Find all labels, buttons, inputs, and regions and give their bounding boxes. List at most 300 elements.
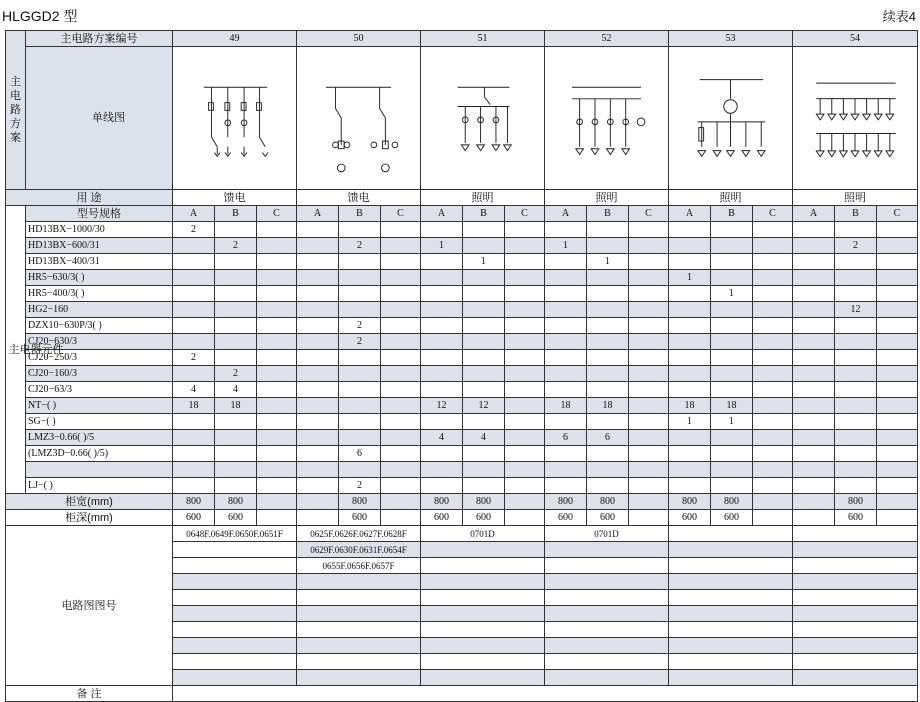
- component-qty: [877, 238, 918, 254]
- component-qty: [835, 398, 877, 414]
- components-label: 主电器元件: [6, 206, 26, 494]
- component-qty: [711, 430, 753, 446]
- component-name: DZX10−630P/3( ): [26, 318, 173, 334]
- component-qty: [257, 430, 297, 446]
- component-name: [26, 462, 173, 478]
- depth-label: 柜深(mm): [6, 510, 173, 526]
- component-qty: [297, 222, 339, 238]
- col-header-a: A: [421, 206, 463, 222]
- component-qty: [421, 414, 463, 430]
- component-qty: 1: [421, 238, 463, 254]
- component-qty: [297, 398, 339, 414]
- diagram-50: [297, 47, 421, 190]
- component-qty: [711, 302, 753, 318]
- component-qty: [877, 222, 918, 238]
- col-header-b: B: [835, 206, 877, 222]
- component-qty: [753, 334, 793, 350]
- component-qty: [669, 334, 711, 350]
- component-row: [6, 430, 918, 446]
- component-qty: [297, 270, 339, 286]
- usage-54: 照明: [793, 190, 918, 206]
- component-qty: [297, 254, 339, 270]
- col-header-a: A: [793, 206, 835, 222]
- component-qty: [711, 462, 753, 478]
- depth-value: [257, 510, 297, 526]
- component-qty: [421, 318, 463, 334]
- component-qty: [381, 222, 421, 238]
- depth-value: [297, 510, 339, 526]
- component-qty: [753, 398, 793, 414]
- component-qty: 4: [421, 430, 463, 446]
- component-qty: 18: [545, 398, 587, 414]
- component-qty: [835, 382, 877, 398]
- drawing-51: 0701D: [421, 526, 545, 542]
- component-qty: [669, 286, 711, 302]
- col-header-a: A: [545, 206, 587, 222]
- width-value: [505, 494, 545, 510]
- component-qty: [587, 222, 629, 238]
- component-name: HG2−160: [26, 302, 173, 318]
- component-qty: [257, 414, 297, 430]
- component-name: HD13BX−1000/30: [26, 222, 173, 238]
- component-qty: [463, 286, 505, 302]
- component-name: LMZ3−0.66( )/5: [26, 430, 173, 446]
- component-qty: [173, 478, 215, 494]
- component-qty: [381, 318, 421, 334]
- component-qty: [629, 318, 669, 334]
- component-qty: [545, 366, 587, 382]
- component-qty: [587, 238, 629, 254]
- component-qty: [877, 270, 918, 286]
- component-qty: [339, 270, 381, 286]
- component-qty: 2: [339, 238, 381, 254]
- width-value: [629, 494, 669, 510]
- component-qty: [545, 318, 587, 334]
- component-row: [6, 462, 918, 478]
- component-qty: [877, 398, 918, 414]
- component-qty: [339, 430, 381, 446]
- component-qty: [381, 366, 421, 382]
- component-qty: [545, 446, 587, 462]
- component-qty: 2: [339, 334, 381, 350]
- component-qty: [877, 286, 918, 302]
- component-qty: [545, 270, 587, 286]
- component-qty: [587, 462, 629, 478]
- component-qty: [297, 382, 339, 398]
- component-qty: [877, 446, 918, 462]
- component-qty: [669, 462, 711, 478]
- component-qty: [505, 318, 545, 334]
- component-qty: 2: [215, 238, 257, 254]
- component-qty: [669, 222, 711, 238]
- component-qty: [669, 254, 711, 270]
- diagram-row: [6, 47, 918, 190]
- component-qty: [753, 286, 793, 302]
- scheme-50: 50: [297, 31, 421, 47]
- component-qty: [629, 238, 669, 254]
- component-qty: [587, 286, 629, 302]
- component-qty: [587, 302, 629, 318]
- component-qty: [835, 462, 877, 478]
- component-row: [6, 318, 918, 334]
- component-qty: [463, 302, 505, 318]
- component-qty: 1: [587, 254, 629, 270]
- component-name: NT−( ): [26, 398, 173, 414]
- component-qty: 2: [173, 350, 215, 366]
- component-qty: [381, 462, 421, 478]
- component-qty: [545, 334, 587, 350]
- table-number: 续表4: [882, 9, 916, 24]
- width-value: 800: [711, 494, 753, 510]
- component-qty: [753, 350, 793, 366]
- component-qty: [173, 462, 215, 478]
- component-qty: [629, 222, 669, 238]
- component-qty: [297, 334, 339, 350]
- component-qty: [381, 350, 421, 366]
- scheme-49: 49: [173, 31, 297, 47]
- component-qty: 1: [711, 286, 753, 302]
- component-qty: [835, 366, 877, 382]
- component-name: LJ−( ): [26, 478, 173, 494]
- width-value: [297, 494, 339, 510]
- component-row: [6, 398, 918, 414]
- component-qty: [793, 286, 835, 302]
- col-header-b: B: [711, 206, 753, 222]
- width-value: 800: [669, 494, 711, 510]
- component-qty: 4: [215, 382, 257, 398]
- component-qty: [257, 270, 297, 286]
- component-qty: [669, 302, 711, 318]
- component-qty: [587, 478, 629, 494]
- component-qty: [215, 414, 257, 430]
- component-qty: [711, 382, 753, 398]
- component-qty: [505, 382, 545, 398]
- col-header-c: C: [257, 206, 297, 222]
- component-qty: [835, 446, 877, 462]
- component-qty: [173, 446, 215, 462]
- component-row: [6, 446, 918, 462]
- component-qty: [753, 430, 793, 446]
- component-qty: [587, 350, 629, 366]
- component-row: [6, 350, 918, 366]
- component-qty: [505, 414, 545, 430]
- scheme-row: [6, 31, 918, 47]
- diagram-49: [173, 47, 297, 190]
- component-qty: [629, 270, 669, 286]
- component-qty: [505, 462, 545, 478]
- component-qty: [463, 366, 505, 382]
- component-qty: [835, 270, 877, 286]
- component-qty: [421, 446, 463, 462]
- drawing-52: 0701D: [545, 526, 669, 542]
- width-value: 800: [587, 494, 629, 510]
- component-qty: [215, 286, 257, 302]
- depth-value: 600: [711, 510, 753, 526]
- component-row: [6, 302, 918, 318]
- component-qty: 4: [173, 382, 215, 398]
- component-qty: [793, 334, 835, 350]
- model-label: 型号规格: [26, 206, 173, 222]
- component-qty: [257, 318, 297, 334]
- single-line-label: 单线图: [26, 47, 173, 190]
- component-qty: [339, 398, 381, 414]
- component-name: CJ20−250/3: [26, 350, 173, 366]
- width-value: 800: [215, 494, 257, 510]
- component-qty: [257, 478, 297, 494]
- component-qty: [711, 478, 753, 494]
- usage-53: 照明: [669, 190, 793, 206]
- component-row: [6, 238, 918, 254]
- component-qty: [505, 270, 545, 286]
- component-qty: [505, 222, 545, 238]
- component-qty: [463, 462, 505, 478]
- component-qty: [339, 302, 381, 318]
- component-qty: 2: [835, 238, 877, 254]
- component-qty: [587, 318, 629, 334]
- component-qty: [257, 382, 297, 398]
- component-row: [6, 334, 918, 350]
- drawing-label: 电路图图号: [6, 526, 173, 686]
- depth-value: [753, 510, 793, 526]
- component-qty: [545, 478, 587, 494]
- component-qty: [793, 446, 835, 462]
- component-qty: [587, 366, 629, 382]
- width-row: [6, 494, 918, 510]
- component-qty: [421, 334, 463, 350]
- component-qty: [505, 398, 545, 414]
- component-qty: 18: [711, 398, 753, 414]
- component-qty: [711, 270, 753, 286]
- component-qty: [505, 478, 545, 494]
- component-qty: [629, 478, 669, 494]
- component-qty: [421, 366, 463, 382]
- component-qty: [257, 334, 297, 350]
- component-qty: 12: [421, 398, 463, 414]
- component-qty: 1: [463, 254, 505, 270]
- component-qty: [545, 382, 587, 398]
- component-qty: [587, 270, 629, 286]
- width-value: 800: [339, 494, 381, 510]
- component-qty: [835, 254, 877, 270]
- component-qty: [297, 446, 339, 462]
- component-qty: [421, 254, 463, 270]
- component-qty: [545, 286, 587, 302]
- component-qty: [587, 414, 629, 430]
- component-row: [6, 382, 918, 398]
- component-qty: [587, 446, 629, 462]
- component-qty: [753, 270, 793, 286]
- component-qty: [339, 414, 381, 430]
- component-qty: [381, 414, 421, 430]
- component-qty: 4: [463, 430, 505, 446]
- component-qty: [753, 366, 793, 382]
- component-qty: [545, 414, 587, 430]
- component-qty: [173, 238, 215, 254]
- component-qty: [257, 254, 297, 270]
- component-qty: [463, 318, 505, 334]
- component-qty: [669, 382, 711, 398]
- component-qty: [793, 254, 835, 270]
- depth-value: [877, 510, 918, 526]
- model-header-row: [6, 206, 918, 222]
- remark-label: 备 注: [6, 686, 173, 702]
- col-header-b: B: [339, 206, 381, 222]
- component-qty: [297, 302, 339, 318]
- component-qty: 1: [669, 414, 711, 430]
- depth-value: 600: [215, 510, 257, 526]
- component-qty: [215, 462, 257, 478]
- component-qty: [877, 302, 918, 318]
- component-qty: [173, 270, 215, 286]
- component-qty: [215, 254, 257, 270]
- component-qty: [381, 430, 421, 446]
- diagram-53: [669, 47, 793, 190]
- component-qty: [297, 366, 339, 382]
- component-qty: [711, 350, 753, 366]
- component-qty: [257, 222, 297, 238]
- component-qty: [297, 238, 339, 254]
- drawing-50-2: 0629F.0630F.0631F.0654F: [297, 542, 421, 558]
- component-qty: [753, 462, 793, 478]
- component-qty: [339, 366, 381, 382]
- component-name: HD13BX−600/31: [26, 238, 173, 254]
- component-qty: [173, 254, 215, 270]
- drawing-50-1: 0625F.0626F.0627F.0628F: [297, 526, 421, 542]
- component-qty: [711, 366, 753, 382]
- drawing-49: 0648F.0649F.0650F.0651F: [173, 526, 297, 542]
- component-row: [6, 478, 918, 494]
- component-qty: [381, 254, 421, 270]
- col-header-a: A: [297, 206, 339, 222]
- component-qty: [793, 270, 835, 286]
- col-header-a: A: [173, 206, 215, 222]
- component-qty: [381, 286, 421, 302]
- component-row: [6, 254, 918, 270]
- component-qty: [753, 254, 793, 270]
- component-qty: [793, 430, 835, 446]
- component-qty: [505, 430, 545, 446]
- col-header-c: C: [629, 206, 669, 222]
- usage-51: 照明: [421, 190, 545, 206]
- component-qty: [173, 430, 215, 446]
- width-value: 800: [463, 494, 505, 510]
- component-qty: [877, 350, 918, 366]
- component-qty: [215, 318, 257, 334]
- col-header-b: B: [587, 206, 629, 222]
- component-qty: 12: [463, 398, 505, 414]
- component-qty: [753, 382, 793, 398]
- component-qty: [753, 222, 793, 238]
- component-qty: 6: [587, 430, 629, 446]
- component-name: CJ20−630/3: [26, 334, 173, 350]
- component-qty: [835, 334, 877, 350]
- component-qty: [381, 270, 421, 286]
- component-qty: [421, 350, 463, 366]
- depth-value: 600: [339, 510, 381, 526]
- drawing-50-3: 0655F.0656F.0657F: [297, 558, 421, 574]
- usage-row: [6, 190, 918, 206]
- component-qty: [793, 350, 835, 366]
- component-qty: [629, 430, 669, 446]
- component-qty: [629, 254, 669, 270]
- component-qty: [339, 382, 381, 398]
- width-value: 800: [545, 494, 587, 510]
- depth-value: [381, 510, 421, 526]
- component-qty: [629, 462, 669, 478]
- col-header-b: B: [215, 206, 257, 222]
- depth-value: 600: [669, 510, 711, 526]
- component-name: HD13BX−400/31: [26, 254, 173, 270]
- component-qty: [173, 318, 215, 334]
- component-qty: 18: [215, 398, 257, 414]
- usage-50: 馈电: [297, 190, 421, 206]
- component-qty: [297, 350, 339, 366]
- component-qty: [339, 254, 381, 270]
- component-qty: 18: [587, 398, 629, 414]
- component-name: SG−( ): [26, 414, 173, 430]
- component-qty: [629, 414, 669, 430]
- component-qty: [505, 286, 545, 302]
- depth-row: [6, 510, 918, 526]
- component-qty: [215, 430, 257, 446]
- component-qty: [587, 382, 629, 398]
- component-qty: [215, 478, 257, 494]
- component-qty: [463, 446, 505, 462]
- component-qty: [793, 478, 835, 494]
- component-qty: [505, 366, 545, 382]
- component-qty: [753, 238, 793, 254]
- component-qty: [339, 462, 381, 478]
- component-qty: [421, 270, 463, 286]
- component-qty: [629, 398, 669, 414]
- scheme-54: 54: [793, 31, 918, 47]
- component-qty: [793, 302, 835, 318]
- component-qty: [711, 318, 753, 334]
- component-name: HR5−400/3( ): [26, 286, 173, 302]
- component-qty: 18: [669, 398, 711, 414]
- component-qty: [753, 446, 793, 462]
- col-header-a: A: [669, 206, 711, 222]
- component-qty: [505, 238, 545, 254]
- component-qty: [711, 222, 753, 238]
- component-row: [6, 286, 918, 302]
- component-qty: 1: [545, 238, 587, 254]
- component-qty: [877, 334, 918, 350]
- component-qty: [463, 334, 505, 350]
- component-qty: [297, 318, 339, 334]
- component-qty: 2: [215, 366, 257, 382]
- component-qty: [421, 382, 463, 398]
- component-qty: [297, 430, 339, 446]
- component-qty: [381, 382, 421, 398]
- width-label: 柜宽(mm): [6, 494, 173, 510]
- component-qty: [711, 254, 753, 270]
- col-header-b: B: [463, 206, 505, 222]
- page-title: HLGGD2 型: [2, 8, 78, 24]
- depth-value: [505, 510, 545, 526]
- component-qty: 2: [339, 318, 381, 334]
- depth-value: 600: [463, 510, 505, 526]
- component-qty: [711, 334, 753, 350]
- component-qty: [877, 318, 918, 334]
- component-qty: [381, 478, 421, 494]
- component-qty: [339, 286, 381, 302]
- component-qty: [793, 414, 835, 430]
- component-qty: [545, 350, 587, 366]
- width-value: 800: [421, 494, 463, 510]
- component-name: (LMZ3D−0.66( )/5): [26, 446, 173, 462]
- width-value: [877, 494, 918, 510]
